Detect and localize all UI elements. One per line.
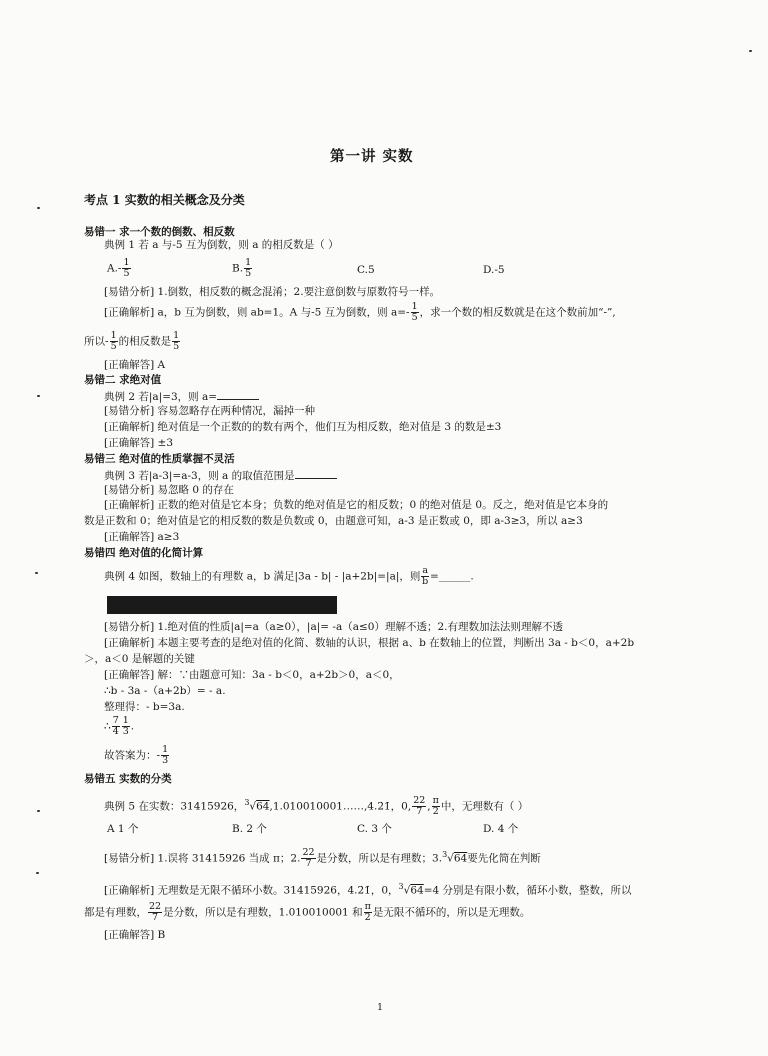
e4-solution-3: 整理得：- b=3a. bbox=[104, 701, 185, 713]
e5-answer: [正确解答] B bbox=[104, 929, 166, 941]
e5-question: 典例 5 在实数：31415926，$^3$√64,1.010010001……,4.2̇1̇，0, $\frac{22}{7}$ , $\frac{\pi}{2}$ 中，无理数有（ ） bbox=[104, 795, 529, 817]
e2-analysis: [易错分析] 容易忽略存在两种情况，漏掉一种 bbox=[104, 405, 316, 417]
e4-solution-4: ∴ $\frac{7}{4}$ $\frac{1}{3}$ . bbox=[104, 715, 135, 737]
e4-final-answer: 故答案为：- $\frac{1}{3}$ bbox=[104, 744, 169, 766]
e4-solution-1: [正确解答] 解：∵由题意可知：3a - b＜0，a+2b＞0，a＜0， bbox=[104, 669, 400, 681]
e1-explanation-cont: 所以- $\frac{1}{5}$ 的相反数是 $\frac{1}{5}$ bbox=[84, 330, 180, 352]
e2-heading: 易错二 求绝对值 bbox=[84, 374, 162, 386]
e1-option-a: A.- $\frac{1}{5}$ bbox=[107, 257, 130, 279]
e3-explanation-cont: 数是正数和 0；绝对值是它的相反数的数是负数或 0，由题意可知，a-3 是正数或 0，即 a-3≥3，所以 a≥3 bbox=[84, 515, 583, 527]
e3-heading: 易错三 绝对值的性质掌握不灵活 bbox=[84, 453, 235, 465]
e5-explanation-cont: 都是有理数， $\frac{22}{7}$ 是分数，所以是有理数，1.010010001 和 $\frac{\pi}{2}$ 是无限不循环的，所以是无理数。 bbox=[84, 901, 531, 923]
e2-explanation: [正确解析] 绝对值是一个正数的的数有两个，他们互为相反数，绝对值是 3 的数是±3 bbox=[104, 421, 502, 433]
scan-speck bbox=[37, 810, 40, 812]
e4-question: 典例 4 如图，数轴上的有理数 a，b 满足|3a - b| - |a+2b|=|a|，则 $\frac{a}{b}$ =______. bbox=[104, 565, 474, 587]
e1-analysis: [易错分析] 1.倒数，相反数的概念混淆；2.要注意倒数与原数符号一样。 bbox=[104, 286, 441, 298]
scan-speck bbox=[36, 872, 39, 874]
scan-speck bbox=[35, 572, 38, 574]
page-title: 第一讲 实数 bbox=[330, 148, 414, 165]
e2-question: 典例 2 若|a|=3，则 a= bbox=[104, 389, 259, 404]
e1-heading: 易错一 求一个数的倒数、相反数 bbox=[84, 226, 235, 238]
e3-answer: [正确解答] a≥3 bbox=[104, 531, 180, 543]
e4-explanation-cont: ＞，a＜0 是解题的关键 bbox=[84, 653, 195, 665]
e2-answer: [正确解答] ±3 bbox=[104, 437, 174, 449]
e3-explanation: [正确解析] 正数的绝对值是它本身；负数的绝对值是它的相反数；0 的绝对值是 0。反之，绝对值是它本身的 bbox=[104, 499, 609, 511]
e1-option-d: D.-5 bbox=[483, 264, 505, 276]
e5-option-c: C. 3 个 bbox=[357, 823, 392, 835]
e4-solution-2: ∴b - 3a -（a+2b）= - a. bbox=[104, 685, 226, 697]
section-heading: 考点 1 实数的相关概念及分类 bbox=[84, 193, 245, 207]
e3-question: 典例 3 若|a-3|=a-3，则 a 的取值范围是 bbox=[104, 468, 337, 483]
e5-option-b: B. 2 个 bbox=[232, 823, 267, 835]
scan-speck bbox=[749, 50, 752, 52]
page-number: 1 bbox=[377, 1002, 384, 1013]
e5-option-a: A 1 个 bbox=[107, 823, 139, 835]
e1-explanation: [正确解析] a，b 互为倒数，则 ab=1。A 与-5 互为倒数，则 a=- $\frac{1}{5}$ ，求一个数的相反数就是在这个数前加“-”, bbox=[104, 301, 616, 323]
e3-analysis: [易错分析] 易忽略 0 的存在 bbox=[104, 484, 234, 496]
e4-analysis: [易错分析] 1.绝对值的性质|a|=a（a≥0），|a|= -a（a≤0）理解不透；2.有理数加法法则理解不透 bbox=[104, 621, 563, 633]
e5-option-d: D. 4 个 bbox=[483, 823, 519, 835]
e5-explanation: [正确解析] 无理数是无限不循环小数。31415926，4.2̇1̇，0，$^3$√64=4 分别是有限小数，循环小数，整数，所以 bbox=[104, 882, 632, 897]
scan-speck bbox=[37, 207, 40, 209]
e4-explanation: [正确解析] 本题主要考查的是绝对值的化简、数轴的认识，根据 a、b 在数轴上的位置，判断出 3a - b＜0，a+2b bbox=[104, 637, 635, 649]
e5-analysis: [易错分析] 1.误将 31415926 当成 π；2. $\frac{22}{7}$ 是分数，所以是有理数；3.$^3$√64要先化简在判断 bbox=[104, 847, 541, 869]
scan-speck bbox=[37, 395, 40, 397]
e1-option-b: B. $\frac{1}{5}$ bbox=[232, 257, 252, 279]
e5-heading: 易错五 实数的分类 bbox=[84, 773, 172, 785]
e1-answer: [正确解答] A bbox=[104, 359, 166, 371]
e4-heading: 易错四 绝对值的化简计算 bbox=[84, 547, 204, 559]
e1-option-c: C.5 bbox=[357, 264, 375, 276]
redacted-number-line-image bbox=[107, 596, 337, 614]
e1-question: 典例 1 若 a 与-5 互为倒数，则 a 的相反数是（ ） bbox=[104, 239, 339, 251]
